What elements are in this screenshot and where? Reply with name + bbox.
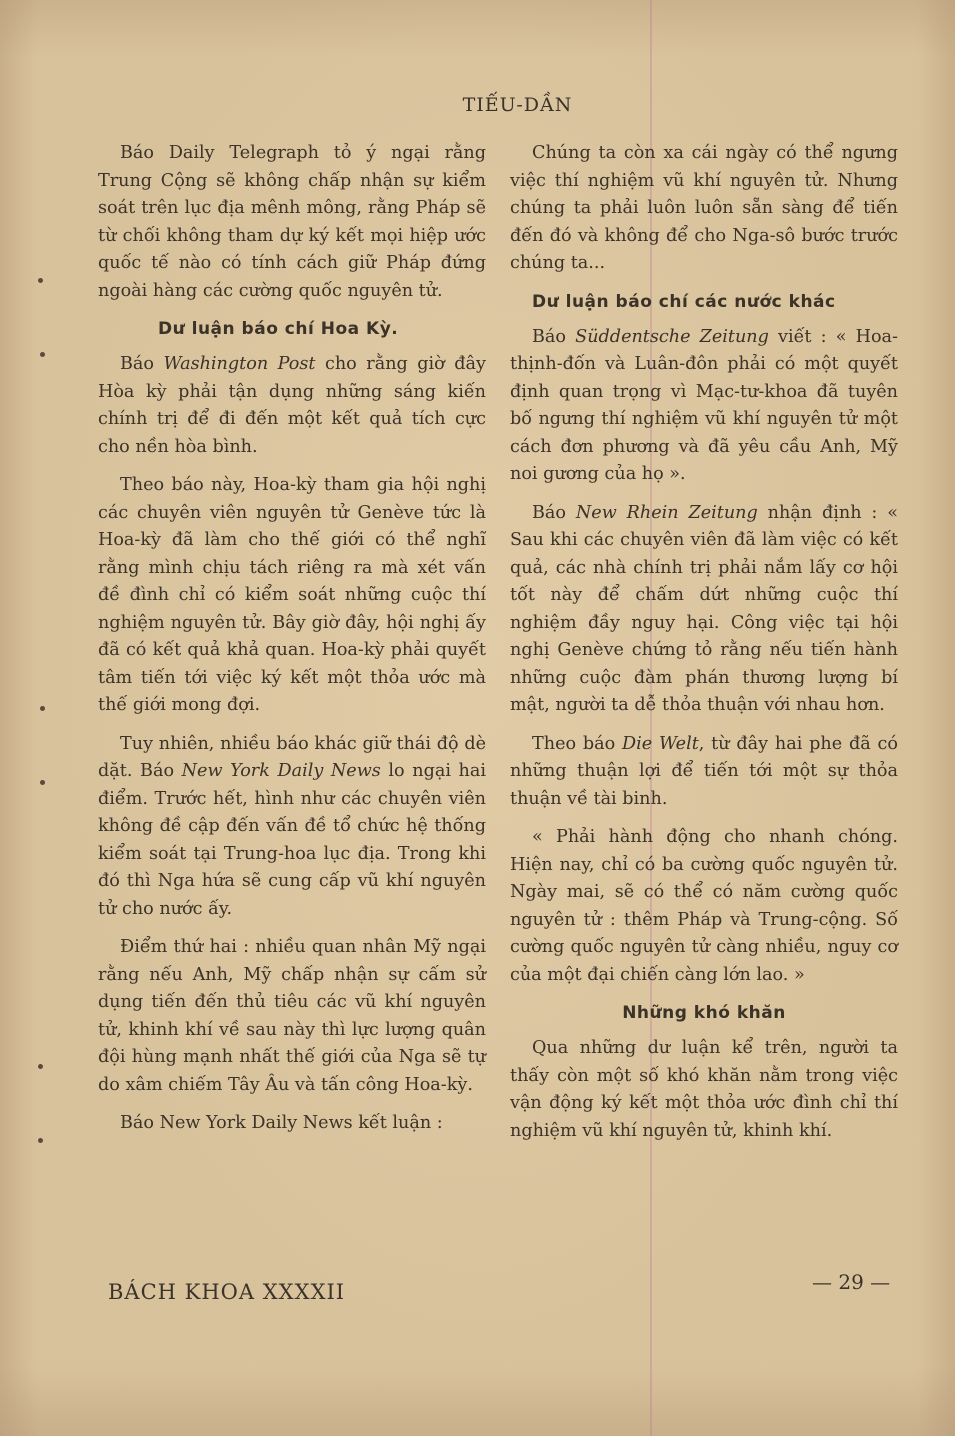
left-column [98,140,486,1149]
paragraph: Theo báo này, Hoa-kỳ tham gia hội nghị các chuyên viên nguyên tử Genève tức là Hoa-kỳ đã làm cho thế giới có thể nghĩ rằng mình chịu tách riêng ra mà xét vấn đề đình chỉ có kiểm soát những cuộc thí nghiệm nguyên tử. Bây giờ đây, hội nghị ấy đã có kết quả khả quan. Hoa-kỳ phải quyết tâm tiến tới việc ký kết một thỏa ước mà thế giới mong đợi. [98,475,486,715]
binding-hole-mark [38,1064,43,1069]
section-heading: Những khó khăn [622,1003,786,1023]
paragraph: Báo Daily Telegraph tỏ ý ngại rằng Trung Cộng sẽ không chấp nhận sự kiểm soát trên lục địa mênh mông, rằng Pháp sẽ từ chối không tham dự ký kết mọi hiệp ước quốc tế nào có tính cách giữ Pháp đứng ngoài hàng các cường quốc nguyên tử. [98,143,486,301]
newspaper-name: Süddentsche Zeitung [575,326,769,347]
running-head [0,94,955,116]
paragraph: Theo báo Die Welt, từ đây hai phe đã có những thuận lợi để tiến tới một sự thỏa thuận về tài binh. [510,733,898,809]
paragraph: Chúng ta còn xa cái ngày có thể ngưng việc thí nghiệm vũ khí nguyên tử. Nhưng chúng ta phải luôn luôn sẵn sàng để tiến đến đó và không để cho Nga-sô bước trước chúng ta... [510,143,898,273]
binding-hole-mark [40,706,45,711]
paragraph: Báo Washington Post cho rằng giờ đây Hòa kỳ phải tận dụng những sáng kiến chính trị để đi đến một kết quả tích cực cho nền hòa bình. [98,354,486,457]
binding-hole-mark [40,352,45,357]
running-head-text: TIẾU-DẦN [462,94,573,116]
paragraph: Báo Süddentsche Zeitung viết : « Hoa-thịnh-đốn và Luân-đôn phải có một quyết định quan trọng vì Mạc-tư-khoa đã tuyên bố ngưng thí nghiệm vũ khí nguyên tử một cách đơn phương và đã yêu cầu Anh, Mỹ noi gương của họ ». [510,326,898,484]
newspaper-name: New York Daily News [181,761,381,781]
section-heading: Dư luận báo chí các nước khác [532,291,836,312]
newspaper-name: Washington Post [163,354,316,374]
section-heading: Dư luận báo chí Hoa Kỳ. [158,319,399,339]
binding-hole-mark [40,780,45,785]
magazine-footer: BÁCH KHOA XXXXII [108,1280,346,1304]
paragraph: « Phải hành động cho nhanh chóng. Hiện nay, chỉ có ba cường quốc nguyên tử. Ngày mai, sẽ có thể có năm cường quốc nguyên tử : thêm Pháp và Trung-cộng. Số cường quốc nguyên tử càng nhiều, nguy cơ của một đại chiến càng lớn lao. » [510,827,898,985]
page-number: — 29 — [812,1270,891,1294]
binding-hole-mark [38,278,43,283]
newspaper-name: Die Welt [622,733,699,754]
binding-hole-mark [38,1138,43,1143]
newspaper-name: New Rhein Zeitung [575,502,758,523]
paragraph: Báo New York Daily News kết luận : [120,1113,443,1133]
paragraph: Qua những dư luận kể trên, người ta thấy còn một số khó khăn nằm trong việc vận động ký kết một thỏa ước đình chỉ thí nghiệm vũ khí nguyên tử, khinh khí. [510,1038,898,1141]
paragraph: Tuy nhiên, nhiều báo khác giữ thái độ dè dặt. Báo New York Daily News lo ngại hai điểm. Trước hết, hình như các chuyên viên không đề cập đến vấn đề tổ chức hệ thống kiểm soát tại Trung-hoa lục địa. Trong khi đó thì Nga hứa sẽ cung cấp vũ khí nguyên tử cho nước ấy. [98,733,487,919]
paragraph: Báo New Rhein Zeitung nhận định : « Sau khi các chuyên viên đã làm việc có kết quả, các nhà chính trị phải nắm lấy cơ hội tốt này để chấm dứt những cuộc thí nghiệm đầy nguy hại. Công việc tại hội nghị Genève chứng tỏ rằng nếu tiến hành những cuộc đàm phán thương lượng bí mật, người ta dễ thỏa thuận với nhau hơn. [510,502,898,715]
right-column [510,140,898,1156]
paragraph: Điểm thứ hai : nhiều quan nhân Mỹ ngại rằng nếu Anh, Mỹ chấp nhận sự cấm sử dụng tiến đến thủ tiêu các vũ khí nguyên tử, khinh khí về sau này thì lực lượng quân đội hùng mạnh nhất thế giới của Nga sẽ tự do xâm chiếm Tây Âu và tấn công Hoa-kỳ. [98,937,486,1095]
